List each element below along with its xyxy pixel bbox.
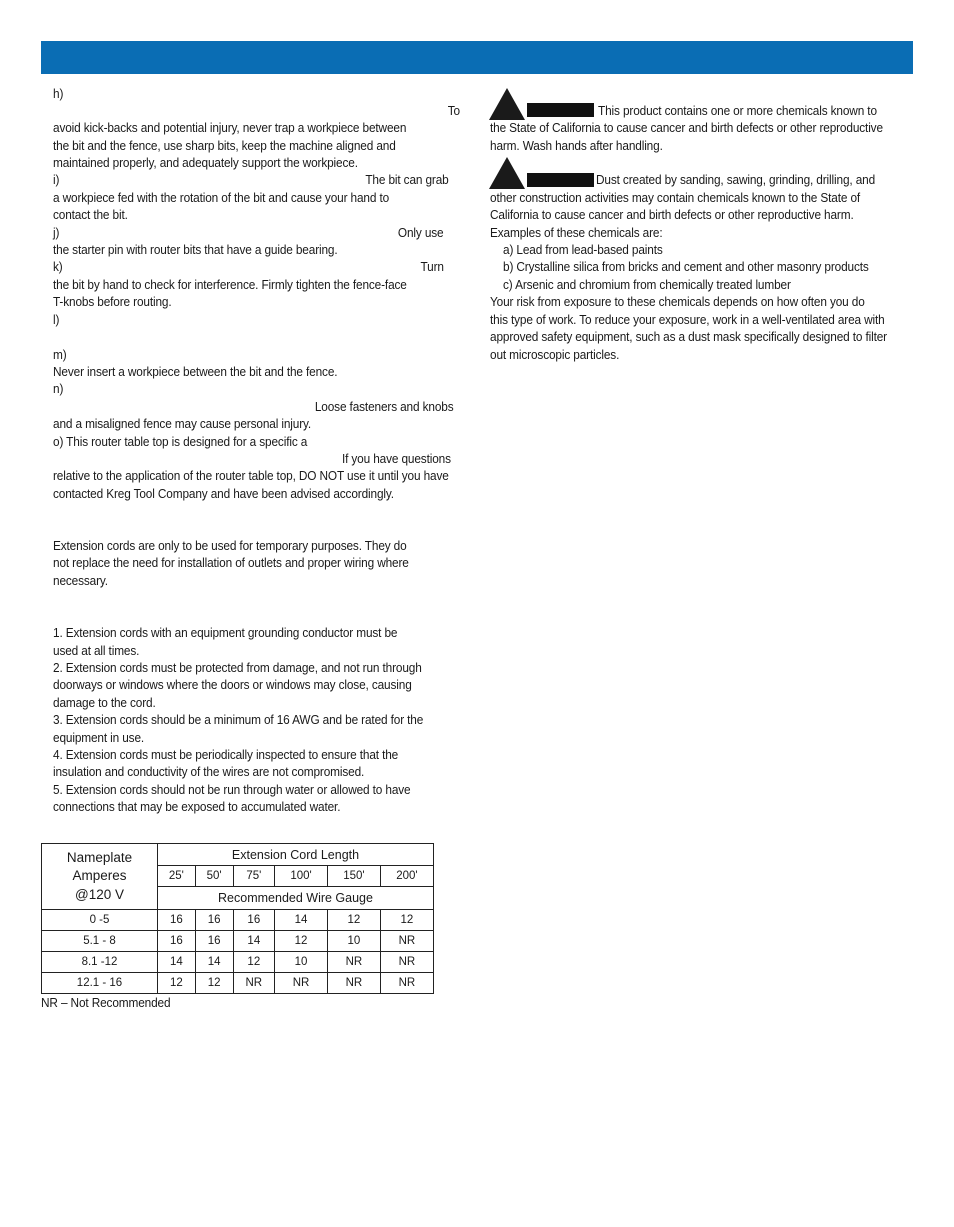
gauge-cell: 10 bbox=[327, 931, 380, 952]
wire-gauge-table bbox=[41, 843, 434, 994]
gauge-cell: NR bbox=[380, 973, 433, 994]
warn2-line: Dust created by sanding, sawing, grinding, drilling, and bbox=[596, 173, 876, 187]
warn2-line: this type of work. To reduce your exposure, work in a well-ventilated area with bbox=[490, 313, 885, 327]
gauge-cell: 16 bbox=[158, 931, 196, 952]
warning-label-bar bbox=[527, 173, 594, 187]
gauge-cell: 12 bbox=[275, 931, 328, 952]
ext-rule-line: doorways or windows where the doors or windows may close, causing bbox=[53, 678, 412, 692]
warn2-line: a) Lead from lead-based paints bbox=[503, 243, 663, 257]
table-note: NR – Not Recommended bbox=[41, 996, 171, 1010]
table-row bbox=[42, 973, 434, 994]
gauge-cell: 16 bbox=[233, 910, 275, 931]
item-j-lead: Only use bbox=[397, 226, 443, 240]
ext-rule-line: connections that may be exposed to accumulated water. bbox=[53, 800, 341, 814]
ext-intro-line2: not replace the need for installation of outlets and proper wiring where bbox=[53, 556, 409, 570]
item-i-line2: contact the bit. bbox=[53, 208, 128, 222]
ext-rule-line: equipment in use. bbox=[53, 731, 145, 745]
warn1-line3: harm. Wash hands after handling. bbox=[490, 139, 663, 153]
item-h-line3: maintained properly, and adequately support the workpiece. bbox=[53, 156, 358, 170]
gauge-cell: 12 bbox=[380, 910, 433, 931]
warn2-line: c) Arsenic and chromium from chemically treated lumber bbox=[503, 278, 791, 292]
warn1-line2: the State of California to cause cancer and birth defects or other reproductive bbox=[490, 121, 883, 135]
item-h-line1: avoid kick-backs and potential injury, never trap a workpiece between bbox=[53, 121, 407, 135]
amps-cell: 5.1 - 8 bbox=[42, 931, 158, 952]
table-row bbox=[42, 910, 434, 931]
item-j-line1: the starter pin with router bits that have a guide bearing. bbox=[53, 243, 338, 257]
ext-rule-line: damage to the cord. bbox=[53, 696, 156, 710]
item-h-lead: To bbox=[447, 104, 460, 118]
length-cell: 50' bbox=[195, 866, 233, 887]
item-l-label: l) bbox=[53, 313, 60, 327]
item-k-line1: the bit by hand to check for interference. Firmly tighten the fence-face bbox=[53, 278, 407, 292]
warning-triangle-icon bbox=[489, 157, 525, 189]
ext-rule-line: insulation and conductivity of the wires are not compromised. bbox=[53, 765, 365, 779]
item-i-label: i) bbox=[53, 173, 60, 187]
item-k-label: k) bbox=[53, 260, 63, 274]
amps-cell: 0 -5 bbox=[42, 910, 158, 931]
item-j-label: j) bbox=[53, 226, 60, 240]
length-header: Extension Cord Length bbox=[158, 844, 434, 866]
ext-rule-line: 2. Extension cords must be protected from damage, and not run through bbox=[53, 661, 422, 675]
ext-intro-line3: necessary. bbox=[53, 574, 108, 588]
gauge-cell: NR bbox=[380, 952, 433, 973]
gauge-cell: NR bbox=[327, 952, 380, 973]
gauge-cell: NR bbox=[275, 973, 328, 994]
length-cell: 75' bbox=[233, 866, 275, 887]
item-m-line1: Never insert a workpiece between the bit and the fence. bbox=[53, 365, 338, 379]
warning-label-bar bbox=[527, 103, 594, 117]
item-h-line2: the bit and the fence, use sharp bits, keep the machine aligned and bbox=[53, 139, 396, 153]
item-n-label: n) bbox=[53, 382, 64, 396]
amps-cell: 12.1 - 16 bbox=[42, 973, 158, 994]
gauge-cell: 12 bbox=[233, 952, 275, 973]
header-band bbox=[41, 41, 913, 74]
item-k-lead: Turn bbox=[420, 260, 444, 274]
gauge-cell: 10 bbox=[275, 952, 328, 973]
nameplate-header: Nameplate Amperes @120 V bbox=[42, 844, 158, 910]
warn2-line: out microscopic particles. bbox=[490, 348, 620, 362]
warn2-line: approved safety equipment, such as a dust mask specifically designed to filter bbox=[490, 330, 887, 344]
item-o-lead: If you have questions bbox=[342, 452, 451, 466]
item-m-label: m) bbox=[53, 348, 67, 362]
item-i-lead: The bit can grab bbox=[365, 173, 449, 187]
gauge-cell: 12 bbox=[195, 973, 233, 994]
gauge-cell: 14 bbox=[195, 952, 233, 973]
gauge-cell: 12 bbox=[158, 973, 196, 994]
ext-rule-line: 5. Extension cords should not be run through water or allowed to have bbox=[53, 783, 411, 797]
gauge-cell: 12 bbox=[327, 910, 380, 931]
length-cell: 200' bbox=[380, 866, 433, 887]
length-cell: 150' bbox=[327, 866, 380, 887]
warn2-line: b) Crystalline silica from bricks and cement and other masonry products bbox=[503, 260, 869, 274]
warn2-line: California to cause cancer and birth defects or other reproductive harm. bbox=[490, 208, 854, 222]
gauge-cell: 14 bbox=[233, 931, 275, 952]
item-h-label: h) bbox=[53, 87, 64, 101]
warn1-line1: This product contains one or more chemicals known to bbox=[598, 104, 877, 118]
warn2-line: Examples of these chemicals are: bbox=[490, 226, 663, 240]
warning-triangle-icon bbox=[489, 88, 525, 120]
gauge-cell: NR bbox=[380, 931, 433, 952]
amps-cell: 8.1 -12 bbox=[42, 952, 158, 973]
item-k-line2: T-knobs before routing. bbox=[53, 295, 172, 309]
item-o-line2: contacted Kreg Tool Company and have been advised accordingly. bbox=[53, 487, 394, 501]
ext-intro-line1: Extension cords are only to be used for temporary purposes. They do bbox=[53, 539, 407, 553]
warn2-line: Your risk from exposure to these chemicals depends on how often you do bbox=[490, 295, 865, 309]
ext-rule-line: 3. Extension cords should be a minimum of 16 AWG and be rated for the bbox=[53, 713, 424, 727]
gauge-cell: 14 bbox=[275, 910, 328, 931]
item-i-line1: a workpiece fed with the rotation of the bit and cause your hand to bbox=[53, 191, 390, 205]
gauge-cell: 16 bbox=[195, 931, 233, 952]
gauge-cell: NR bbox=[327, 973, 380, 994]
table-row bbox=[42, 952, 434, 973]
item-n-line1: and a misaligned fence may cause personal injury. bbox=[53, 417, 312, 431]
item-o-line0: o) This router table top is designed for a specific a bbox=[53, 435, 308, 449]
gauge-cell: 16 bbox=[195, 910, 233, 931]
ext-rule-line: used at all times. bbox=[53, 644, 140, 658]
table-row bbox=[42, 931, 434, 952]
gauge-cell: 16 bbox=[158, 910, 196, 931]
length-cell: 25' bbox=[158, 866, 196, 887]
length-cell: 100' bbox=[275, 866, 328, 887]
item-n-lead: Loose fasteners and knobs bbox=[314, 400, 453, 414]
gauge-header: Recommended Wire Gauge bbox=[158, 887, 434, 910]
ext-rule-line: 1. Extension cords with an equipment grounding conductor must be bbox=[53, 626, 398, 640]
gauge-cell: 14 bbox=[158, 952, 196, 973]
warn2-line: other construction activities may contain chemicals known to the State of bbox=[490, 191, 861, 205]
gauge-cell: NR bbox=[233, 973, 275, 994]
item-o-line1: relative to the application of the router table top, DO NOT use it until you have bbox=[53, 469, 449, 483]
ext-rule-line: 4. Extension cords must be periodically inspected to ensure that the bbox=[53, 748, 399, 762]
